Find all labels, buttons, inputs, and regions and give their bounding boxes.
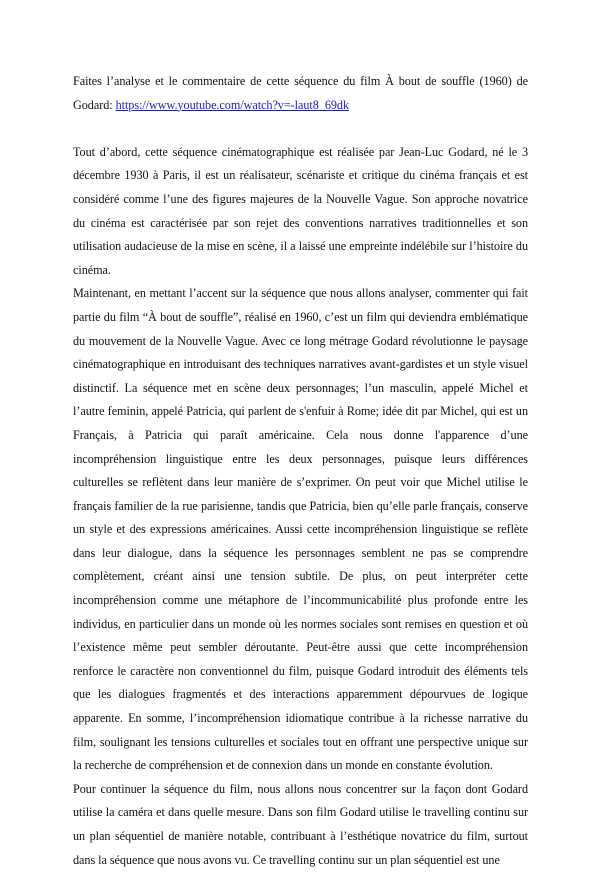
assignment-prompt: [73, 70, 528, 117]
youtube-link[interactable]: https://www.youtube.com/watch?v=-laut8_69dk: [115, 97, 350, 112]
assignment-prompt-text: Faites l’analyse et le commentaire de cette séquence du film À bout de souffle (1960) de Godard:: [73, 74, 528, 112]
document-body: [73, 70, 528, 872]
paragraph-sequence-analysis: Maintenant, en mettant l’accent sur la séquence que nous allons analyser, commenter qui fait partie du film “À bout de souffle”, réalisé en 1960, c’est un film qui deviendra emblématique du mouvement de la Nouvelle Vague. Avec ce long métrage Godard révolutionne le paysage cinématographique en introduisant des techniques narratives avant-gardistes et un style visuel distinctif. La séquence met en scène deux personnages; l’un masculin, appelé Michel et l’autre feminin, appelé Patricia, qui parlent de s'enfuir à Rome; idée dit par Michel, qui est un Français, à Patricia qui paraît américaine. Cela nous donne l'apparence d’une incompréhension linguistique entre les deux personnages, puisque leurs différences culturelles se reflètent dans leur manière de s’exprimer. On peut voir que Michel utilise le français familier de la rue parisienne, tandis que Patricia, bien qu’elle parle français, conserve un style et des expressions américaines. Aussi cette incompréhension linguistique se reflète dans leur dialogue, dans la séquence les personnages semblent ne pas se comprendre complètement, créant ainsi une tension subtile. De plus, on peut interpréter cette incompréhension comme une métaphore de l’incommunicabilité plus profonde entre les individus, en particulier dans un monde où les normes sociales sont remises en question et où l’existence même peut sembler déroutante. Peut-être aussi que cette incompréhension renforce le caractère non conventionnel du film, puisque Godard introduit des éléments tels que les dialogues fragmentés et des interactions apparemment dépourvues de logique apparente. En somme, l’incompréhension idiomatique contribue à la richesse narrative du film, soulignant les tensions culturelles et sociales tout en offrant une perspective unique sur la recherche de compréhension et de connexion dans un monde en constante évolution.: [73, 286, 528, 773]
paragraph-author: Tout d’abord, cette séquence cinématographique est réalisée par Jean-Luc Godard, né le 3 décembre 1930 à Paris, il est un réalisateur, scénariste et critique du cinéma français et est considéré comme l’une des figures majeures de la Nouvelle Vague. Son approche novatrice du cinéma est caractérisée par son rejet des conventions narratives traditionnelles et son utilisation audacieuse de la mise en scène, il a laissé une empreinte indélébile sur l’histoire du cinéma.: [73, 144, 528, 277]
paragraph-camera-technique: Pour continuer la séquence du film, nous allons nous concentrer sur la façon dont Godard utilise la caméra et dans quelle mesure. Dans son film Godard utilise le travelling continu sur un plan séquentiel de manière notable, contribuant à l’esthétique novatrice du film, surtout dans la séquence que nous avons vu. Ce travelling continu sur un plan séquentiel est une: [73, 781, 528, 867]
